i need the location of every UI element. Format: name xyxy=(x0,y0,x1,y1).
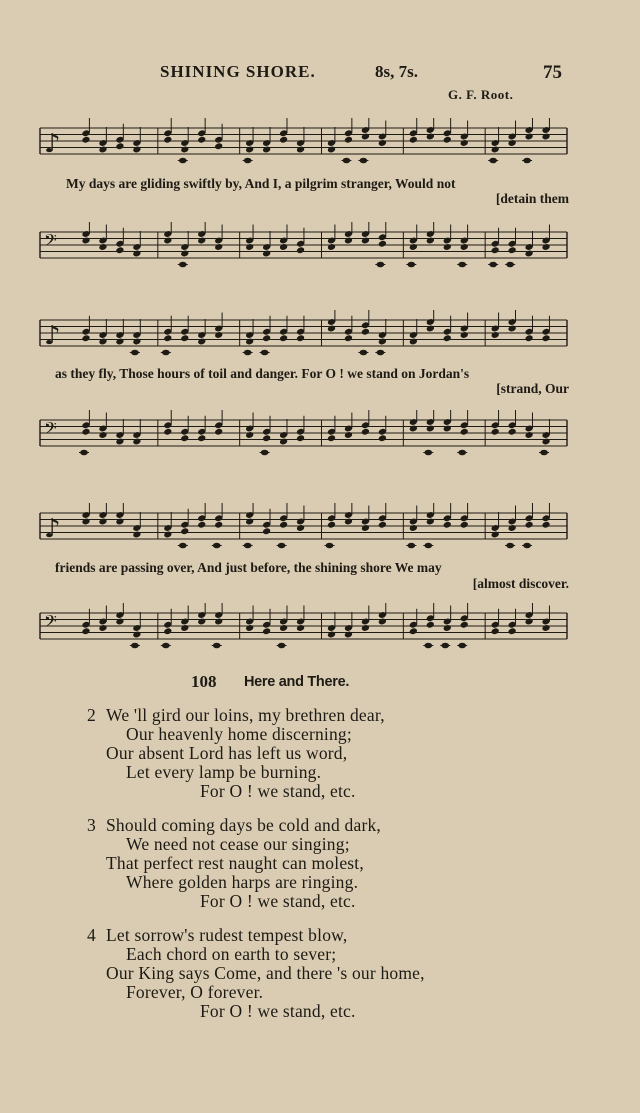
lyric-line-2: as they fly, Those hours of toil and danger. For O ! we stand on Jordan's xyxy=(55,366,470,381)
verse-number: 4 xyxy=(87,925,96,945)
music-system-3-bass xyxy=(36,603,569,653)
page-number: 75 xyxy=(543,62,562,83)
verse-line: Should coming days be cold and dark, xyxy=(106,815,381,835)
music-system-1-bass xyxy=(36,222,569,272)
svg-text:♪: ♪ xyxy=(44,514,61,544)
verse-line: Each chord on earth to sever; xyxy=(126,944,337,964)
tune-name: Here and There. xyxy=(244,674,350,690)
verse-line: We 'll gird our loins, my brethren dear, xyxy=(106,705,385,725)
lyric-carry-3: [almost discover. xyxy=(472,576,569,591)
music-system-2-bass xyxy=(36,410,569,460)
svg-text:𝄢: 𝄢 xyxy=(44,230,57,254)
verse-line: Our King says Come, and there 's our home, xyxy=(106,963,425,983)
verse-line: For O ! we stand, etc. xyxy=(200,781,356,801)
svg-text:𝄢: 𝄢 xyxy=(44,418,57,442)
music-system-2-treble xyxy=(36,310,569,360)
music-system-1-treble xyxy=(36,118,569,168)
lyric-line-3: friends are passing over, And just before, the shining shore We may xyxy=(55,560,442,575)
verse-line: Our absent Lord has left us word, xyxy=(106,743,348,763)
verse-number: 2 xyxy=(87,705,96,725)
composer-credit: G. F. Root. xyxy=(448,87,514,102)
verse-line: Where golden harps are ringing. xyxy=(126,872,359,892)
hymn-title: SHINING SHORE. xyxy=(160,62,316,81)
svg-text:𝄢: 𝄢 xyxy=(44,611,57,635)
verse-line: For O ! we stand, etc. xyxy=(200,1001,356,1021)
verse-line: That perfect rest naught can molest, xyxy=(106,853,364,873)
verse-line: Let every lamp be burning. xyxy=(126,762,322,782)
verse-line: Our heavenly home discerning; xyxy=(126,724,352,744)
svg-text:♪: ♪ xyxy=(44,321,61,351)
music-system-3-treble xyxy=(36,503,569,553)
verse-number: 3 xyxy=(87,815,96,835)
hymn-meter: 8s, 7s. xyxy=(375,62,418,81)
verse-line: We need not cease our singing; xyxy=(126,834,350,854)
lyric-line-1: My days are gliding swiftly by, And I, a pilgrim stranger, Would not xyxy=(66,176,456,191)
verse-line: Let sorrow's rudest tempest blow, xyxy=(106,925,348,945)
verse-line: For O ! we stand, etc. xyxy=(200,891,356,911)
verse-line: Forever, O forever. xyxy=(126,982,264,1002)
lyric-carry-2: [strand, Our xyxy=(496,381,569,396)
lyric-carry-1: [detain them xyxy=(495,191,569,206)
svg-text:♪: ♪ xyxy=(44,129,61,159)
hymn-number: 108 xyxy=(191,672,217,691)
